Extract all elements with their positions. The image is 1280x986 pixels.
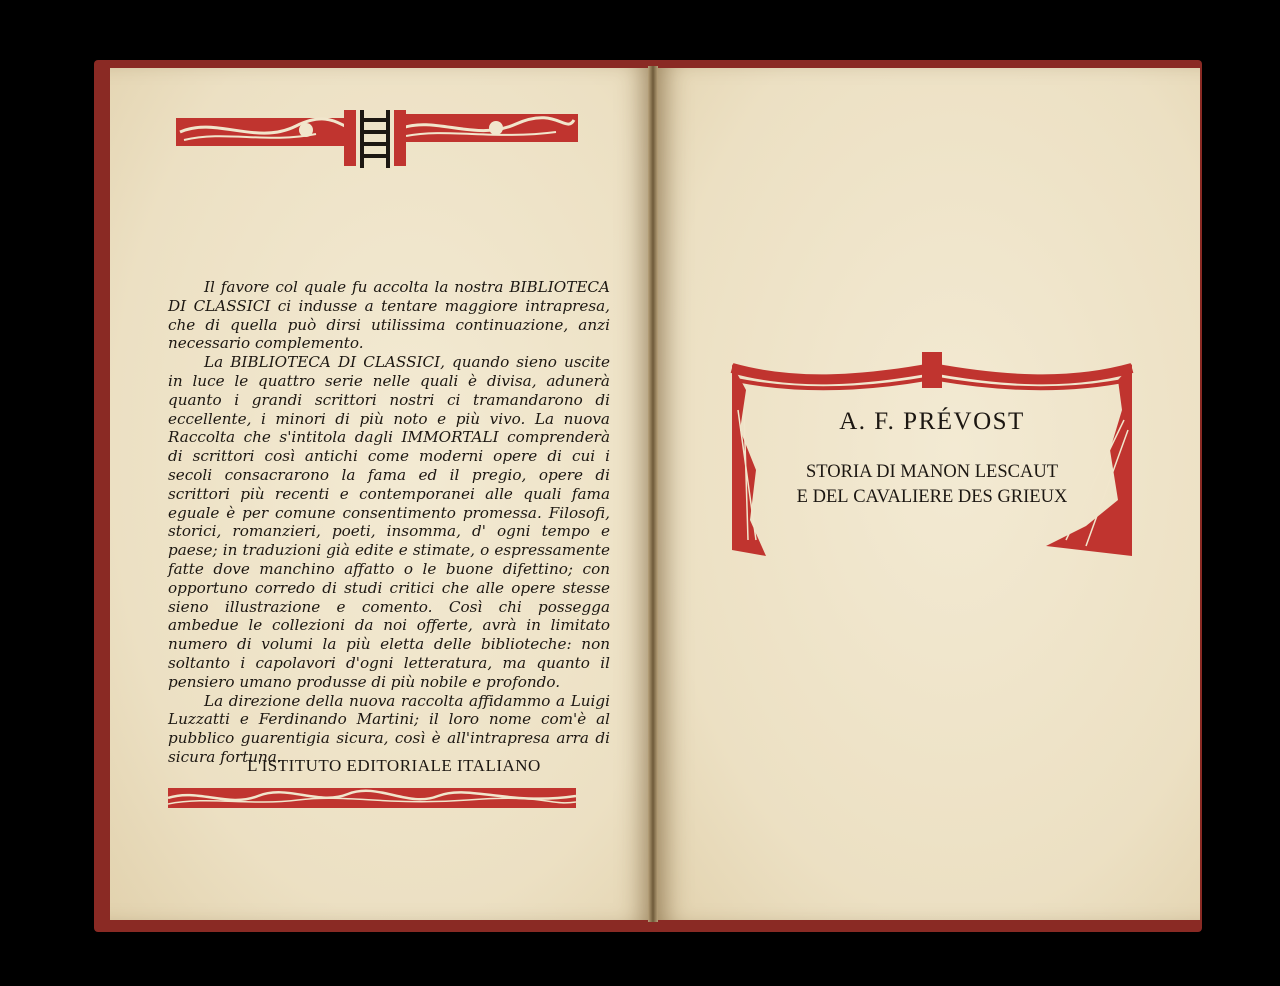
title-line-2-rest: CAVALIERE DES GRIEUX — [853, 487, 1068, 507]
title-line-2-prefix: E DEL — [796, 487, 849, 507]
publisher-signature: L'ISTITUTO EDITORIALE ITALIANO — [247, 756, 541, 775]
paragraph-3: La direzione della nuova raccolta affidammo a Luigi Luzzatti e Ferdinando Martini; il loro nome com'è al pubblico guarentigia sicura, così è all'intrapresa arra di sicura fortuna. — [168, 691, 610, 766]
head-ornament-ladder-icon — [176, 106, 578, 170]
publisher-note — [168, 278, 610, 767]
tail-ornament-band-icon — [168, 784, 576, 812]
title-frame-tassel-icon — [726, 350, 1138, 562]
paragraph-1: Il favore col quale fu accolta la nostra BIBLIOTECA DI CLASSICI ci indusse a tentare maggiore intrapresa, che di quella può dirsi utilissima continuazione, anzi necessario complemento. — [168, 278, 610, 353]
book-title-line-1: STORIA DI MANON LESCAUT — [806, 462, 1058, 482]
book-title-line-2 — [760, 487, 1104, 508]
paragraph-2: La BIBLIOTECA DI CLASSICI, quando sieno uscite in luce le quattro serie nelle quali è divisa, adunerà quanto i grandi scrittori nostri ci tramandarono di eccellente, i minori di più noto e più vivo. La nuova Raccolta che s'intitola dagli IMMORTALI comprenderà di scrittori così antichi come moderni opere di cui i secoli consacrarono la fama ed il pregio, opere di scrittori più recenti e contemporanei alle quali fama eguale è per comune consentimento promessa. Filosofi, storici, romanzieri, poeti, insomma, d' ogni tempo e paese; in traduzioni già edite e stimate, o espressamente fatte dove manchino affatto o le buone difettino; con opportuno corredo di studi critici che alle opere stesse sieno illustrazione e comento. Così chi possegga ambedue le collezioni da noi offerte, avrà in limitato numero di volumi la più eletta delle biblioteche: non soltanto i capolavori d'ogni letteratura, ma quanto il pensiero umano produsse di più nobile e profondo. — [168, 353, 610, 691]
book-gutter — [648, 66, 658, 922]
author-name: A. F. PRÉVOST — [839, 408, 1025, 435]
